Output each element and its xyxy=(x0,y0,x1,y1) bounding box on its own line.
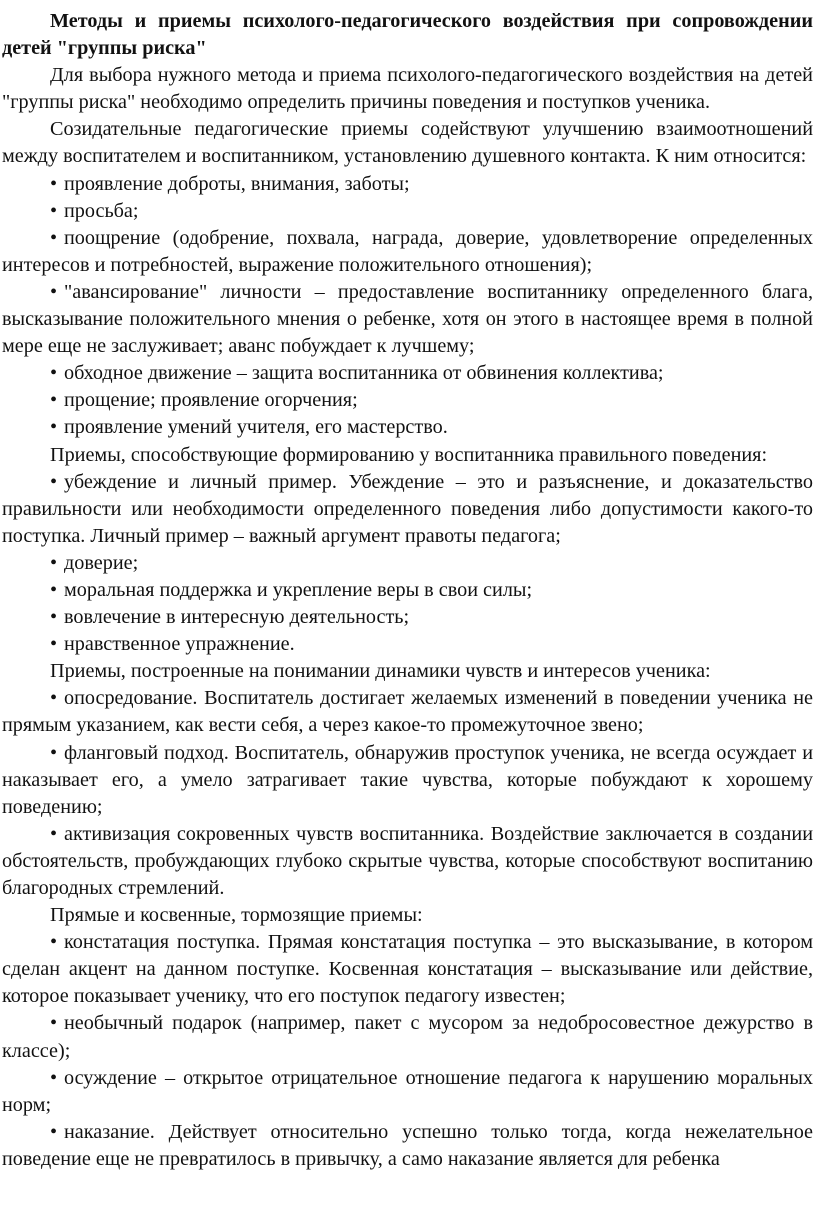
list-item: • необычный подарок (например, пакет с мусором за недобросовестное дежурство в классе); xyxy=(2,1012,813,1062)
bullet-icon: • xyxy=(50,741,58,764)
list-item: • осуждение – открытое отрицательное отношение педагога к нарушению моральных норм; xyxy=(2,1066,813,1116)
document-title: Методы и приемы психолого-педагогического воздействия при сопровождении детей "группы риска" xyxy=(2,10,813,60)
bullet-icon: • xyxy=(50,931,58,954)
bullet-icon: • xyxy=(50,280,58,303)
list-item: • фланговый подход. Воспитатель, обнаружив проступок ученика, не всегда осуждает и наказывает его, а умело затрагивает такие чувства, которые побуждают к хорошему поведению; xyxy=(2,741,813,818)
bullet-icon: • xyxy=(50,226,58,249)
bullet-icon: • xyxy=(50,551,58,574)
list-item: • доверие; xyxy=(2,550,813,577)
bullet-icon: • xyxy=(50,1120,58,1143)
bullet-icon: • xyxy=(50,362,58,385)
constructive-techniques-list xyxy=(2,171,813,442)
list-item: • наказание. Действует относительно успешно только тогда, когда нежелательное поведение еще не превратилось в привычку, а само наказание является для ребенка xyxy=(2,1120,813,1170)
bullet-icon: • xyxy=(50,389,58,412)
bullet-icon: • xyxy=(50,822,58,845)
list-item: • проявление умений учителя, его мастерство. xyxy=(2,414,813,441)
bullet-icon: • xyxy=(50,633,58,656)
list-item: • обходное движение – защита воспитанника от обвинения коллектива; xyxy=(2,360,813,387)
bullet-icon: • xyxy=(50,1012,58,1035)
bullet-icon: • xyxy=(50,470,58,493)
bullet-icon: • xyxy=(50,578,58,601)
list-item: • опосредование. Воспитатель достигает желаемых изменений в поведении ученика не прямым указанием, как вести себя, а через какое-то промежуточное звено; xyxy=(2,687,813,737)
behavior-techniques-list xyxy=(2,469,813,659)
feelings-techniques-paragraph: Приемы, построенные на понимании динамики чувств и интересов ученика: xyxy=(50,660,711,683)
constructive-techniques-paragraph: Созидательные педагогические приемы содействуют улучшению взаимоотношений между воспитателем и воспитанником, установлению душевного контакта. К ним относится: xyxy=(2,118,813,168)
bullet-icon: • xyxy=(50,172,58,195)
list-item: • вовлечение в интересную деятельность; xyxy=(2,604,813,631)
list-item: • констатация поступка. Прямая констатация поступка – это высказывание, в котором сделан акцент на данном поступке. Косвенная констатация – высказывание или действие, которое показывает ученику, что его поступок педагогу известен; xyxy=(2,931,813,1008)
list-item: • проявление доброты, внимания, заботы; xyxy=(2,171,813,198)
list-item: • прощение; проявление огорчения; xyxy=(2,387,813,414)
list-item: • просьба; xyxy=(2,198,813,225)
inhibiting-techniques-list xyxy=(2,929,813,1173)
feelings-techniques-list xyxy=(2,685,813,902)
inhibiting-techniques-paragraph: Прямые и косвенные, тормозящие приемы: xyxy=(50,904,423,927)
bullet-icon: • xyxy=(50,1066,58,1089)
list-item: • поощрение (одобрение, похвала, награда, доверие, удовлетворение определенных интересов и потребностей, выражение положительного отношения); xyxy=(2,226,813,276)
bullet-icon: • xyxy=(50,606,58,629)
bullet-icon: • xyxy=(50,199,58,222)
intro-paragraph: Для выбора нужного метода и приема психолого-педагогического воздействия на детей "группы риска" необходимо определить причины поведения и поступков ученика. xyxy=(2,64,813,114)
list-item: • активизация сокровенных чувств воспитанника. Воздействие заключается в создании обстоятельств, пробуждающих глубоко скрытые чувства, которые способствуют воспитанию благородных стремлений. xyxy=(2,822,813,899)
list-item: • нравственное упражнение. xyxy=(2,631,813,658)
list-item: • "авансирование" личности – предоставление воспитаннику определенного блага, высказывание положительного мнения о ребенке, хотя он этого в настоящее время в полной мере еще не заслуживает; аванс побуждает к лучшему; xyxy=(2,280,813,358)
bullet-icon: • xyxy=(50,416,58,439)
bullet-icon: • xyxy=(50,687,58,710)
list-item: • моральная поддержка и укрепление веры в свои силы; xyxy=(2,577,813,604)
behavior-techniques-paragraph: Приемы, способствующие формированию у воспитанника правильного поведения: xyxy=(50,443,768,466)
list-item: • убеждение и личный пример. Убеждение – это и разъяснение, и доказательство правильности или необходимости определенного поведения либо допустимости какого-то поступка. Личный пример – важный аргумент правоты педагога; xyxy=(2,470,813,547)
